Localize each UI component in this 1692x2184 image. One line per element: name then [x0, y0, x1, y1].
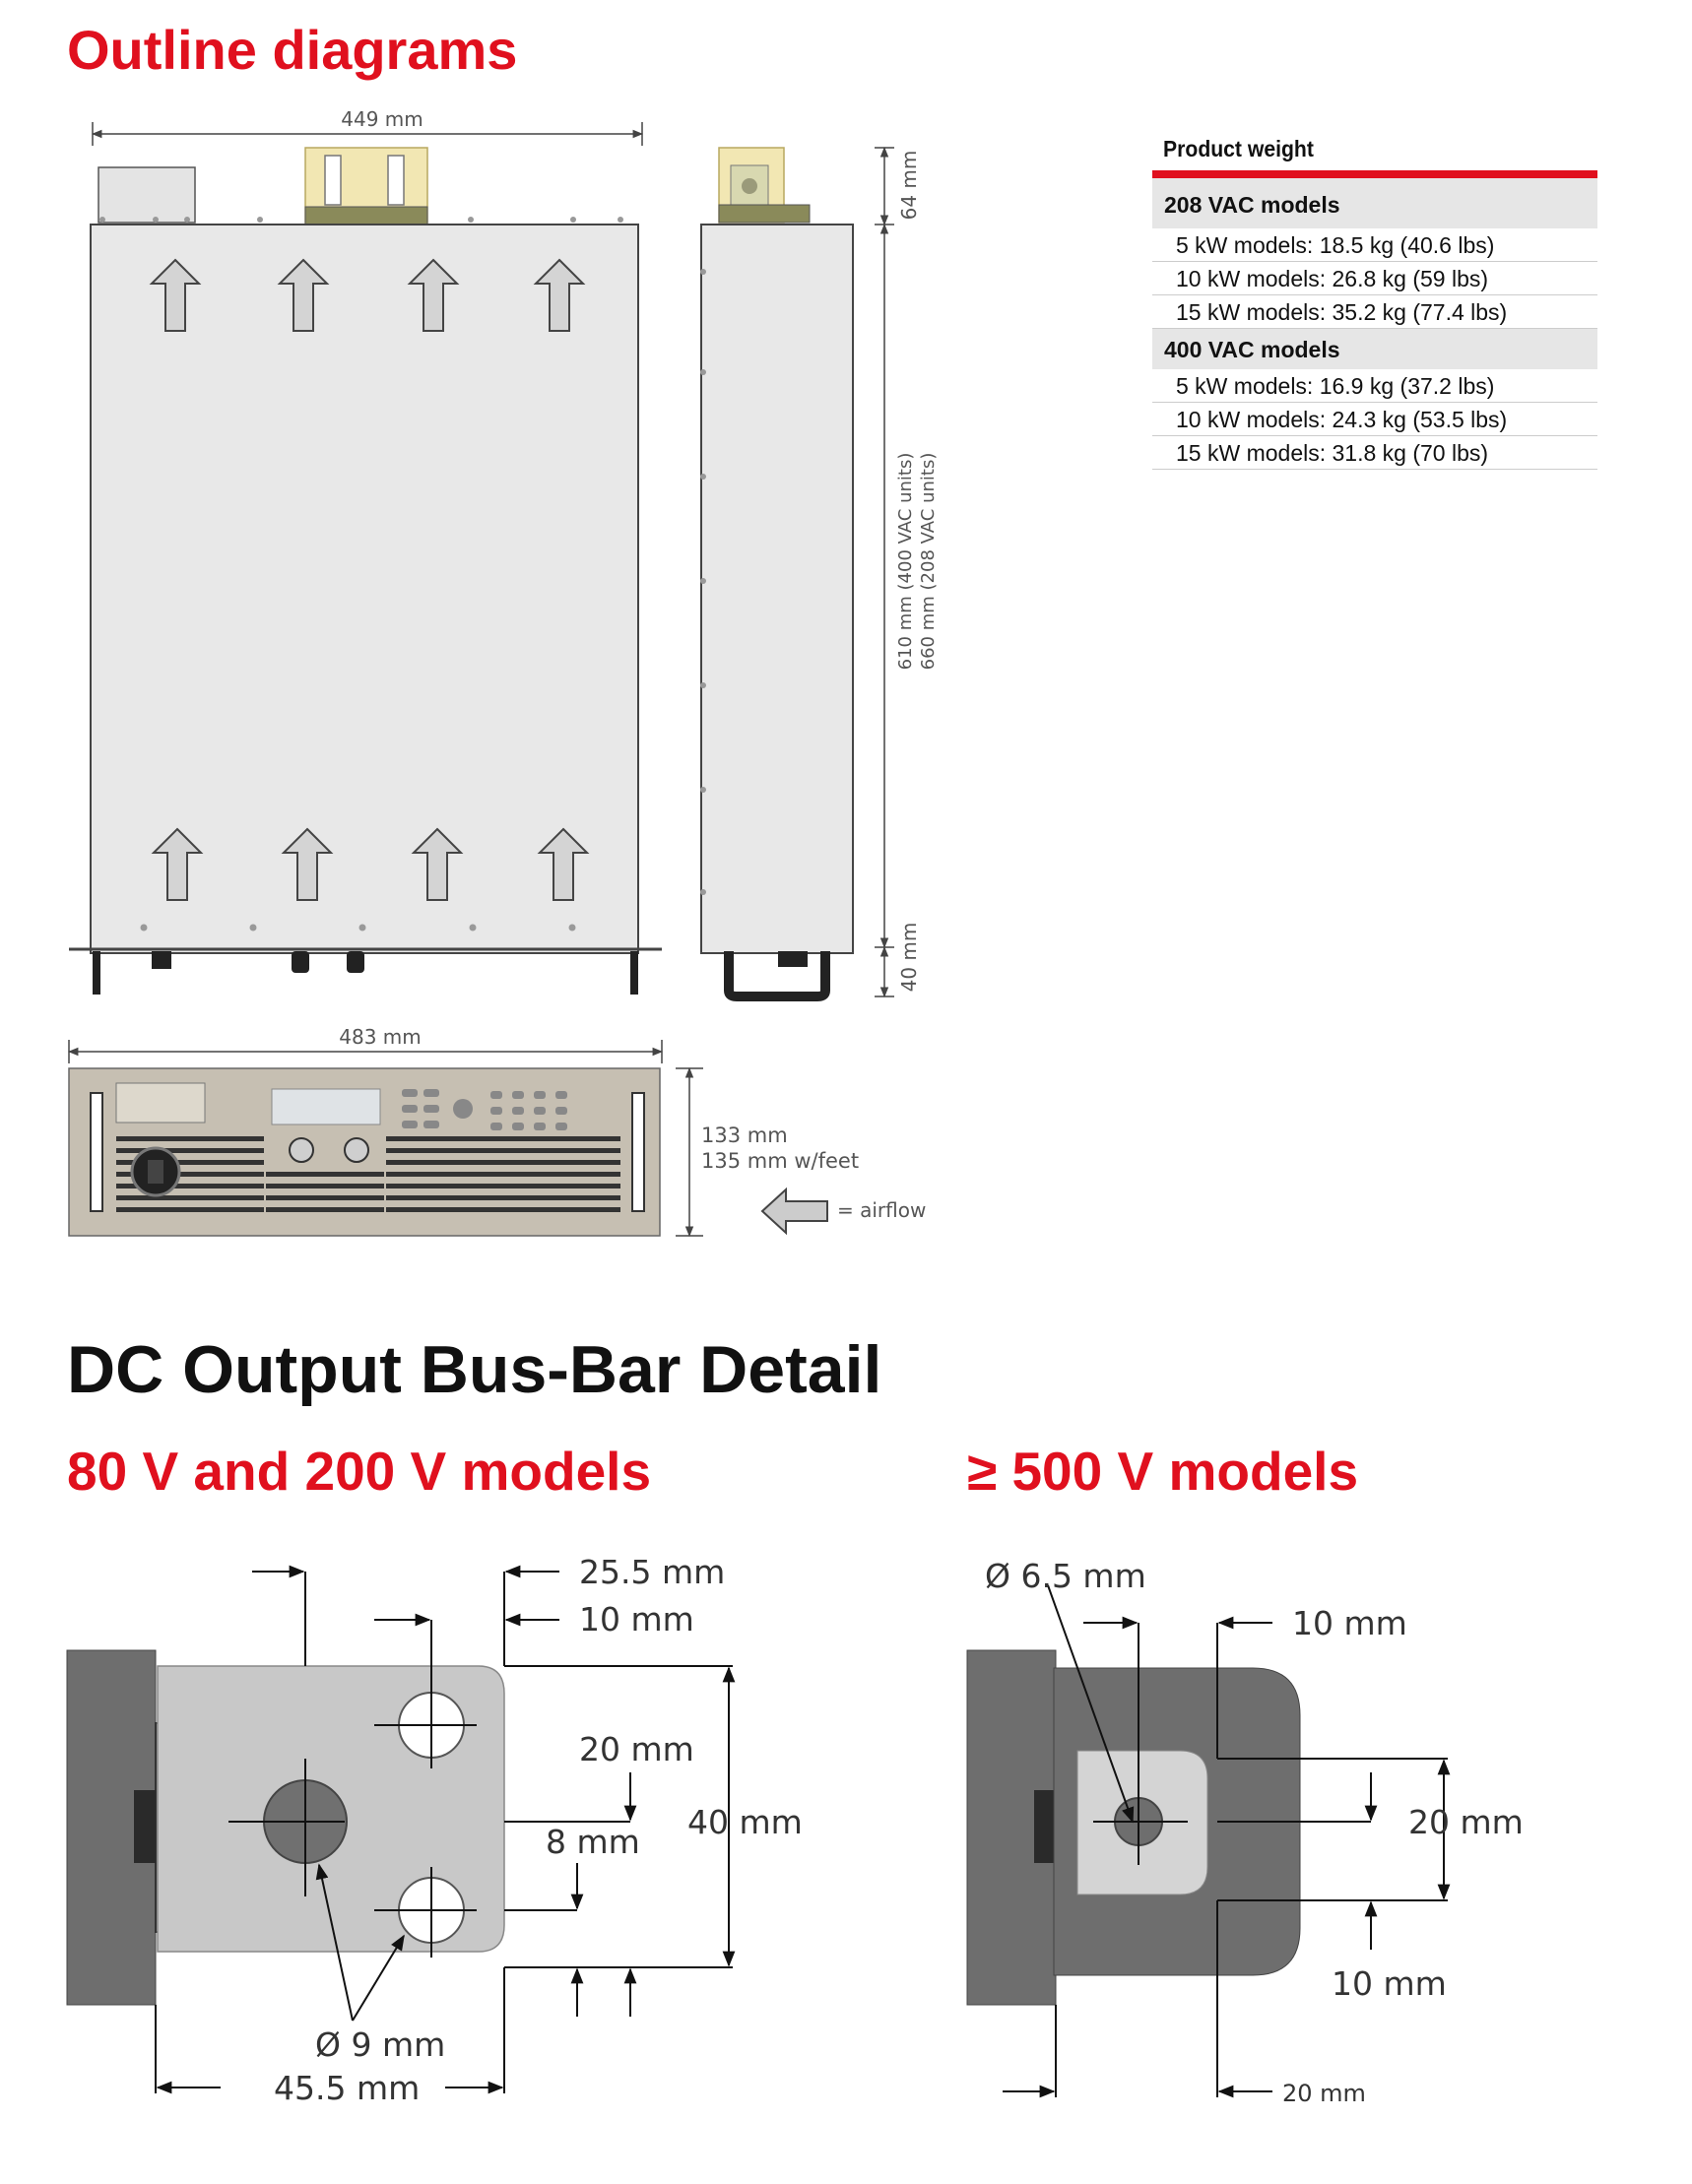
busbar-left-drawing: [67, 1553, 803, 2107]
bb-right-dim-20-bottom: 20 mm: [1282, 2080, 1366, 2107]
outline-title: Outline diagrams: [67, 19, 518, 81]
dim-449: [93, 107, 642, 146]
bb-right-dim-6-5: Ø 6.5 mm: [985, 1557, 1146, 1595]
dim-483-label: 483 mm: [339, 1025, 422, 1049]
dim-40-label: 40 mm: [897, 922, 921, 993]
busbar-left-subtitle: 80 V and 200 V models: [67, 1441, 652, 1502]
bb-left-dim-20: 20 mm: [579, 1730, 694, 1768]
dim-660-label: 660 mm (208 VAC units): [918, 452, 939, 671]
busbar-title: DC Output Bus-Bar Detail: [67, 1332, 882, 1407]
weight-table-title: Product weight: [1163, 136, 1314, 161]
weight-row: 5 kW models: 18.5 kg (40.6 lbs): [1152, 228, 1597, 262]
top-view-chassis: [69, 148, 662, 995]
bb-left-dim-45-5: 45.5 mm: [274, 2069, 421, 2107]
front-view-chassis: [69, 1068, 660, 1236]
busbar-right-subtitle: ≥ 500 V models: [967, 1441, 1359, 1502]
bb-right-dim-10-bottom: 10 mm: [1332, 1964, 1447, 2003]
dim-610-label: 610 mm (400 VAC units): [895, 452, 916, 671]
weight-row: 15 kW models: 31.8 kg (70 lbs): [1152, 436, 1597, 470]
weight-row: 10 kW models: 26.8 kg (59 lbs): [1152, 262, 1597, 295]
weight-row: 15 kW models: 35.2 kg (77.4 lbs): [1152, 295, 1597, 329]
dim-449-label: 449 mm: [341, 107, 423, 131]
bb-right-dim-20: 20 mm: [1408, 1803, 1524, 1841]
airflow-label: = airflow: [837, 1198, 927, 1222]
dim-133-label: 133 mm: [701, 1124, 788, 1147]
dim-depth: [875, 148, 939, 996]
bb-right-dim-10-top: 10 mm: [1292, 1604, 1407, 1642]
airflow-arrow-icon: [762, 1189, 827, 1233]
dim-483: [69, 1025, 662, 1063]
side-view-chassis: [700, 148, 853, 996]
bb-left-dim-8: 8 mm: [546, 1823, 640, 1861]
weight-row: 5 kW models: 16.9 kg (37.2 lbs): [1152, 369, 1597, 403]
bb-left-dim-25-5: 25.5 mm: [579, 1553, 726, 1591]
bb-left-dim-10: 10 mm: [579, 1600, 694, 1638]
dim-135-label: 135 mm w/feet: [701, 1149, 860, 1173]
busbar-right-drawing: [967, 1557, 1524, 2107]
bb-left-dim-9: Ø 9 mm: [315, 2025, 446, 2064]
bb-left-dim-40: 40 mm: [687, 1803, 803, 1841]
airflow-legend: [762, 1189, 926, 1233]
dim-64-label: 64 mm: [897, 150, 921, 221]
weight-row: 10 kW models: 24.3 kg (53.5 lbs): [1152, 403, 1597, 436]
weight-group-header: 208 VAC models: [1152, 178, 1597, 228]
weight-group-header: 400 VAC models: [1152, 329, 1597, 369]
